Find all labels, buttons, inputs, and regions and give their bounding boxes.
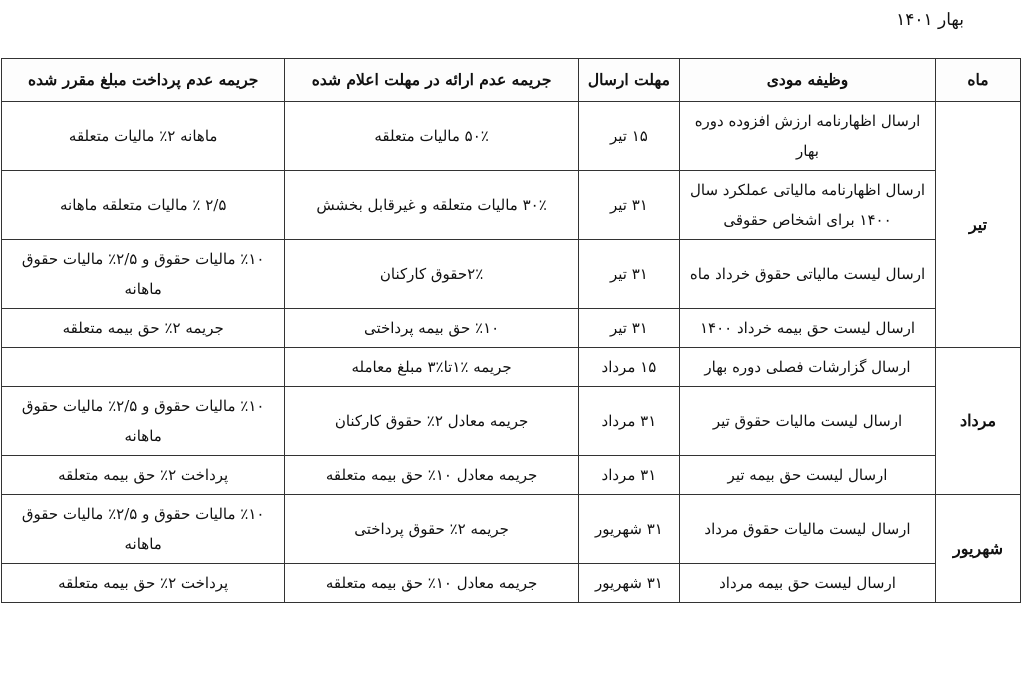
- duty-cell: ارسال لیست مالیاتی حقوق خرداد ماه: [680, 240, 936, 309]
- late-payment-cell: پرداخت ۲٪ حق بیمه متعلقه: [2, 564, 285, 603]
- late-filing-cell: ۳۰٪ مالیات متعلقه و غیرقابل بخشش: [285, 171, 578, 240]
- tax-deadline-table: [1, 58, 1021, 603]
- duty-cell: ارسال لیست مالیات حقوق مرداد: [680, 495, 936, 564]
- table-row: [2, 456, 1021, 495]
- late-payment-cell: ماهانه ۲٪ مالیات متعلقه: [2, 102, 285, 171]
- late-payment-cell: ٪۱۰ مالیات حقوق و ۲/۵٪ مالیات حقوق ماهانه: [2, 387, 285, 456]
- deadline-cell: ۳۱ شهریور: [578, 564, 679, 603]
- deadline-cell: ۳۱ مرداد: [578, 456, 679, 495]
- deadline-cell: ۳۱ تیر: [578, 240, 679, 309]
- late-payment-cell: [2, 348, 285, 387]
- month-cell: شهریور: [936, 495, 1021, 603]
- table-row: [2, 171, 1021, 240]
- table-row: [2, 240, 1021, 309]
- duty-cell: ارسال اظهارنامه ارزش افزوده دوره بهار: [680, 102, 936, 171]
- table-row: [2, 495, 1021, 564]
- duty-cell: ارسال لیست حق بیمه تیر: [680, 456, 936, 495]
- table-row: [2, 102, 1021, 171]
- late-payment-cell: جریمه ۲٪ حق بیمه متعلقه: [2, 309, 285, 348]
- duty-cell: ارسال لیست حق بیمه مرداد: [680, 564, 936, 603]
- table-row: [2, 309, 1021, 348]
- duty-cell: ارسال لیست مالیات حقوق تیر: [680, 387, 936, 456]
- header-month: ماه: [936, 59, 1021, 102]
- deadline-cell: ۳۱ تیر: [578, 309, 679, 348]
- table-row: [2, 348, 1021, 387]
- late-filing-cell: جریمه معادل ۲٪ حقوق کارکنان: [285, 387, 578, 456]
- deadline-cell: ۳۱ تیر: [578, 171, 679, 240]
- late-filing-cell: جریمه معادل ۱۰٪ حق بیمه متعلقه: [285, 456, 578, 495]
- season-label: بهار ۱۴۰۱: [896, 10, 964, 30]
- late-filing-cell: جریمه ٪۱تا٪۳ مبلغ معامله: [285, 348, 578, 387]
- month-cell: تیر: [936, 102, 1021, 348]
- late-payment-cell: ۲/۵ ٪ مالیات متعلقه ماهانه: [2, 171, 285, 240]
- duty-cell: ارسال اظهارنامه مالیاتی عملکرد سال ۱۴۰۰ برای اشخاص حقوقی: [680, 171, 936, 240]
- month-cell: مرداد: [936, 348, 1021, 495]
- late-filing-cell: جریمه معادل ۱۰٪ حق بیمه متعلقه: [285, 564, 578, 603]
- deadline-cell: ۳۱ مرداد: [578, 387, 679, 456]
- late-filing-cell: ۵۰٪ مالیات متعلقه: [285, 102, 578, 171]
- deadline-cell: ۳۱ شهریور: [578, 495, 679, 564]
- late-payment-cell: ٪۱۰ مالیات حقوق و ۲/۵٪ مالیات حقوق ماهانه: [2, 495, 285, 564]
- header-row: [2, 59, 1021, 102]
- table-row: [2, 564, 1021, 603]
- late-payment-cell: ٪۱۰ مالیات حقوق و ۲/۵٪ مالیات حقوق ماهانه: [2, 240, 285, 309]
- late-payment-cell: پرداخت ۲٪ حق بیمه متعلقه: [2, 456, 285, 495]
- table-row: [2, 387, 1021, 456]
- late-filing-cell: ۲٪حقوق کارکنان: [285, 240, 578, 309]
- late-filing-cell: ٪۱۰ حق بیمه پرداختی: [285, 309, 578, 348]
- header-deadline: مهلت ارسال: [578, 59, 679, 102]
- header-late-payment-penalty: جریمه عدم پرداخت مبلغ مقرر شده: [2, 59, 285, 102]
- deadline-cell: ۱۵ تیر: [578, 102, 679, 171]
- duty-cell: ارسال گزارشات فصلی دوره بهار: [680, 348, 936, 387]
- duty-cell: ارسال لیست حق بیمه خرداد ۱۴۰۰: [680, 309, 936, 348]
- deadline-cell: ۱۵ مرداد: [578, 348, 679, 387]
- header-duty: وظیفه مودی: [680, 59, 936, 102]
- header-late-filing-penalty: جریمه عدم ارائه در مهلت اعلام شده: [285, 59, 578, 102]
- late-filing-cell: جریمه ۲٪ حقوق پرداختی: [285, 495, 578, 564]
